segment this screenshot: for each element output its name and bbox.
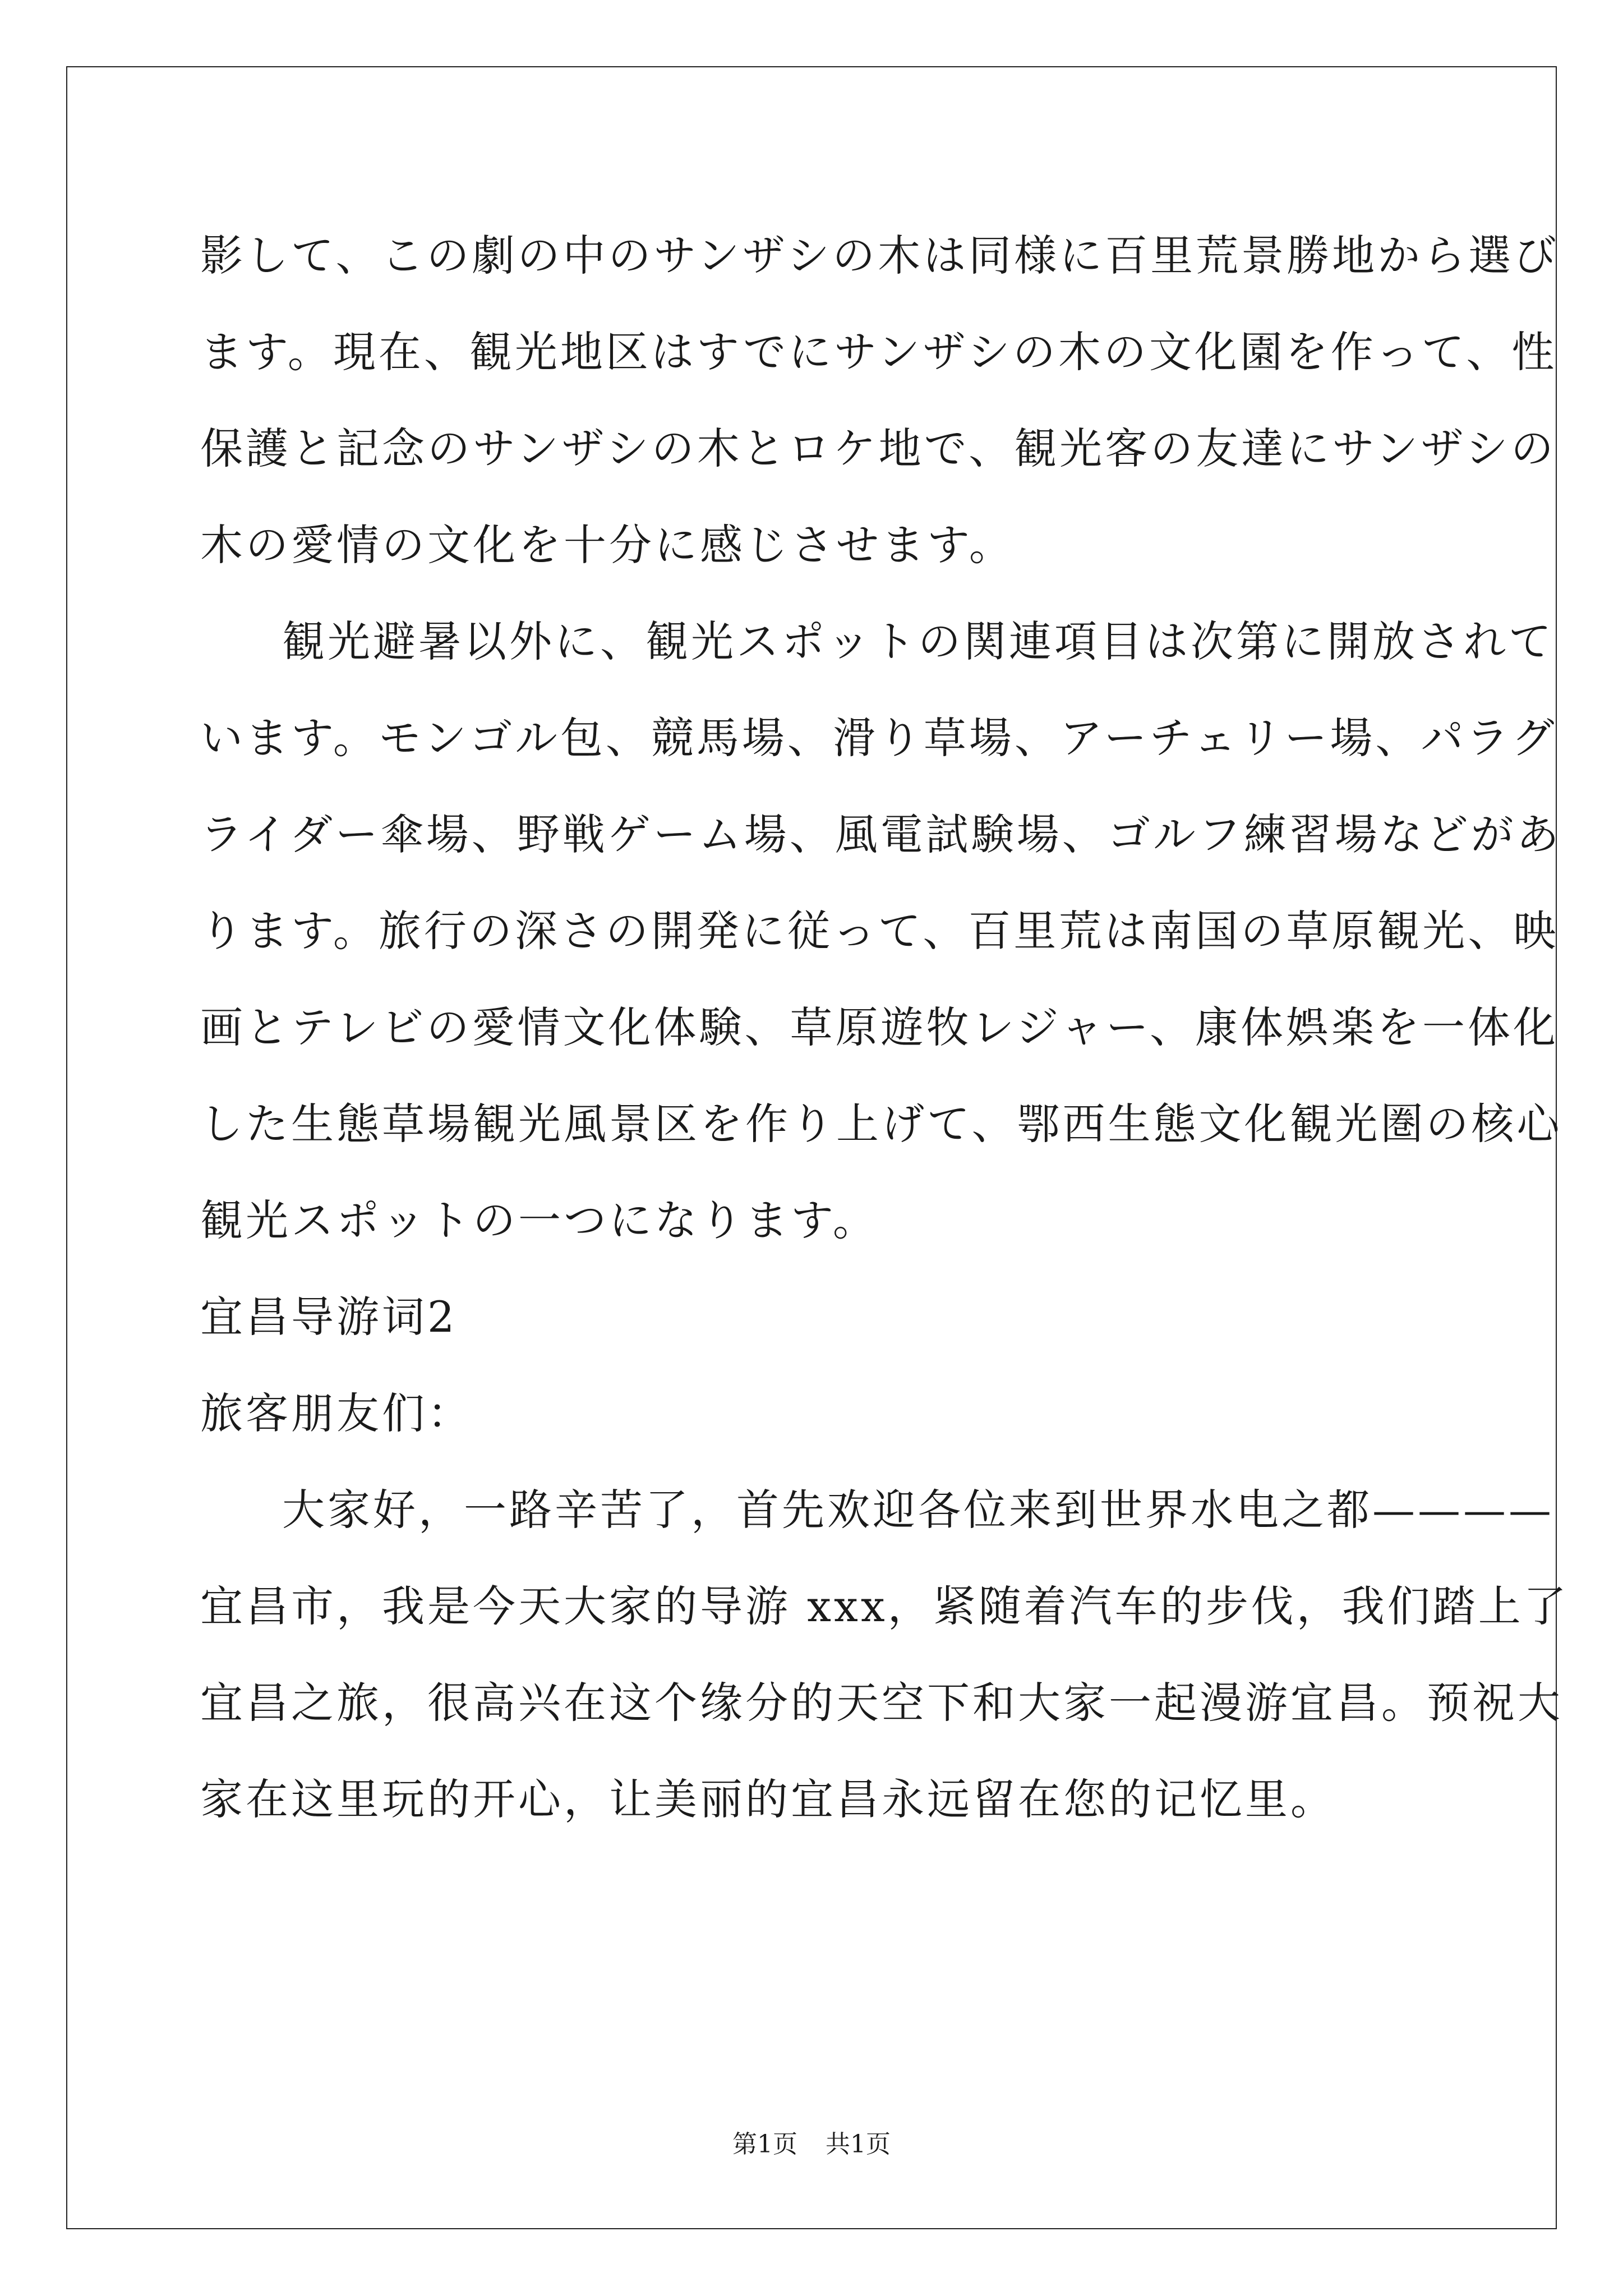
text-line: 木の愛情の文化を十分に感じさせます。: [200, 520, 1015, 570]
text-line: 観光スポットの一つになります。: [200, 1195, 878, 1245]
text-line: 画とテレビの愛情文化体験、草原遊牧レジャー、康体娯楽を一体化: [200, 1002, 1559, 1052]
text-line: 宜昌市，我是今天大家的导游 xxx，紧随着汽车的步伐，我们踏上了: [200, 1581, 1569, 1631]
section-heading: 宜昌导游词2: [200, 1292, 458, 1342]
text-line: 影して、この劇の中のサンザシの木は同様に百里荒景勝地から選び: [200, 231, 1560, 280]
page-total: 共1页: [826, 2130, 891, 2159]
page-number: 第1页: [732, 2130, 797, 2159]
salutation: 旅客朋友们：: [200, 1388, 473, 1438]
paragraph-first-line: 大家好，一路辛苦了，首先欢迎各位来到世界水电之都————: [282, 1485, 1554, 1535]
text-line: ります。旅行の深さの開発に従って、百里荒は南国の草原観光、映: [200, 906, 1559, 956]
page-footer: [0, 2129, 1623, 2160]
text-line: います。モンゴル包、競馬場、滑り草場、アーチェリー場、パラグ: [200, 713, 1557, 763]
text-line: 宜昌之旅，很高兴在这个缘分的天空下和大家一起漫游宜昌。预祝大: [200, 1678, 1563, 1728]
text-line: 保護と記念のサンザシの木とロケ地で、観光客の友達にサンザシの: [200, 424, 1556, 473]
text-line: 家在这里玩的开心，让美丽的宜昌永远留在您的记忆里。: [200, 1774, 1336, 1824]
text-line: した生態草場観光風景区を作り上げて、鄂西生態文化観光圏の核心: [200, 1099, 1562, 1149]
document-body: [200, 208, 1569, 1848]
text-line: ます。現在、観光地区はすでにサンザシの木の文化園を作って、性: [200, 327, 1557, 377]
paragraph-first-line: 観光避暑以外に、観光スポットの関連項目は次第に開放されて: [282, 616, 1554, 666]
text-line: ライダー傘場、野戦ゲーム場、風電試験場、ゴルフ練習場などがあ: [200, 809, 1562, 859]
